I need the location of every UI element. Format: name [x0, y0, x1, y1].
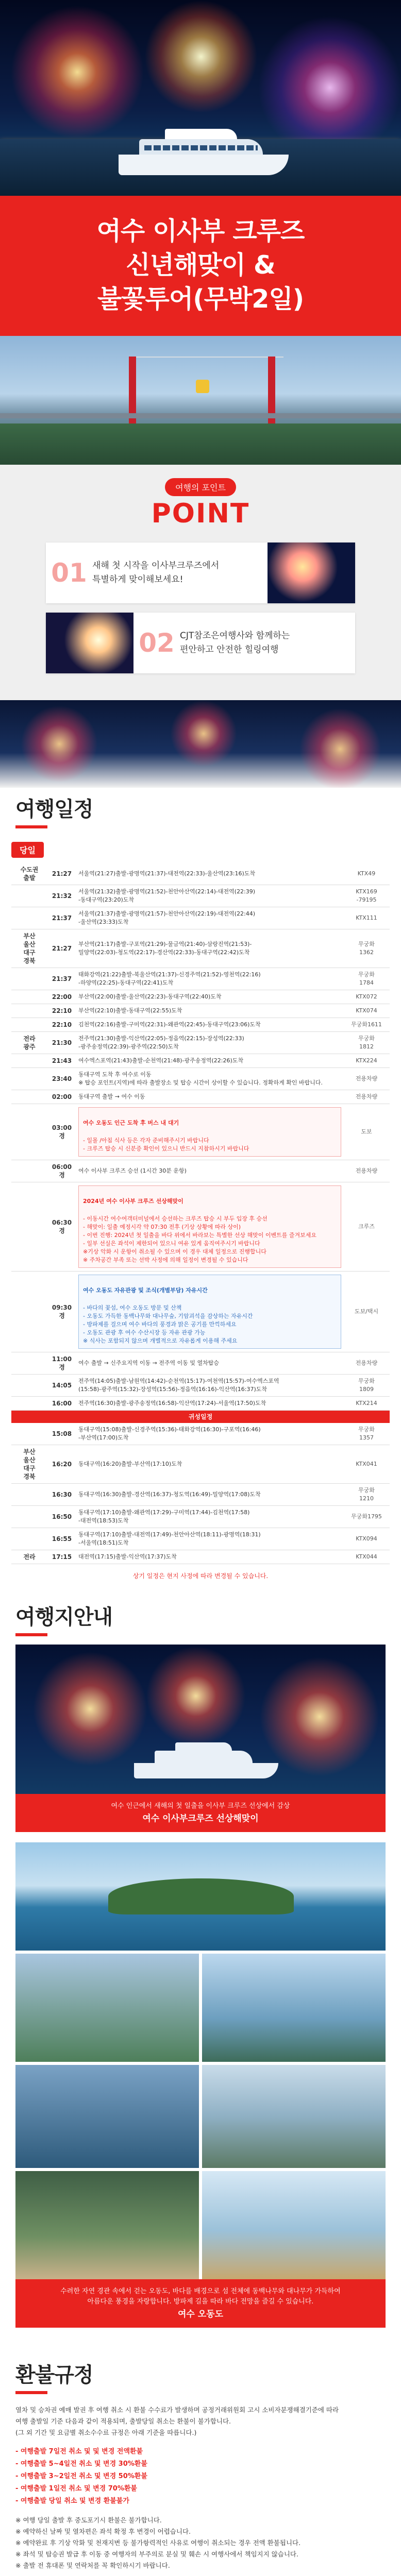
row-description: 서울역(21:27)출발-광명역(21:37)-대전역(22:33)-울산역(23:16)도착: [76, 863, 343, 885]
hero-fireworks-image: [0, 0, 401, 196]
night-sky-strip: [0, 700, 401, 788]
table-row: [11, 1352, 390, 1375]
odongdo-photo: [15, 2171, 199, 2279]
guide-heading: 여행지안내: [15, 1605, 113, 1629]
row-time: 22:00: [47, 990, 76, 1004]
row-description: 전주역(16:30)출발-광주송정역(16:58)-익산역(17:24)-서울역(17:50)도착: [76, 1397, 343, 1411]
caption-text: 여수 인근에서 새해의 첫 일출을 이사부 크루즈 선상에서 감상: [111, 1802, 290, 1810]
odongdo-caption: [15, 2279, 386, 2328]
day-tag: 당일: [11, 842, 44, 858]
highlight-title: 여수 오동도 인근 도착 후 버스 내 대기: [83, 1120, 179, 1126]
point-text: CJT참조은여행사와 함께하는 편안하고 안전한 힐링여행: [180, 631, 290, 655]
row-time: 03:00경: [47, 1104, 76, 1160]
row-time: 21:30: [47, 1032, 76, 1054]
row-location: [11, 1423, 47, 1445]
refund-section: [0, 2338, 401, 2576]
fireworks-thumbnail: [46, 613, 133, 673]
table-row: [11, 1004, 390, 1018]
row-note: KTX094: [343, 1528, 390, 1550]
row-time: 16:20: [47, 1445, 76, 1484]
row-time: 16:55: [47, 1528, 76, 1550]
row-note: 무궁화 1210: [343, 1484, 390, 1506]
firework-burst: [299, 708, 381, 788]
table-row: [11, 1032, 390, 1054]
row-note: 무궁화 1812: [343, 1032, 390, 1054]
table-row: [11, 1445, 390, 1484]
row-description: 여수엑스포역(21:43)출발-순천역(21:48)-광주송정역(22:26)도착: [76, 1054, 343, 1068]
row-time: 06:00경: [47, 1160, 76, 1182]
row-description: 부산역(21:17)출발-구포역(21:29)-물금역(21:40)-삼랑진역(21:53)- 밀양역(22:03)-청도역(22:17)-경산역(22:33)-동대구역(22:42)도착: [76, 929, 343, 968]
refund-notes: [15, 2515, 386, 2571]
table-row: [11, 1375, 390, 1397]
info-title: 여수 오동도 자유관광 및 조식(개별부담) 자유시간: [83, 1287, 208, 1294]
row-description: 대전역(17:15)출발-익산역(17:37)도착: [76, 1550, 343, 1564]
refund-note: ※ 여행 당일 출발 후 중도포기시 환불은 불가합니다.: [15, 2516, 162, 2524]
row-note: 도보: [343, 1104, 390, 1160]
refund-rule: - 여행출발 7일전 취소 및 및 변경 전액환불: [15, 2448, 143, 2455]
firework-burst: [21, 705, 98, 783]
row-location: 전라 광주: [11, 1032, 47, 1054]
table-row: [11, 907, 390, 929]
schedule-table: [11, 863, 390, 1564]
row-location: [11, 990, 47, 1004]
row-location: [11, 1068, 47, 1090]
refund-heading-wrap: [15, 2359, 386, 2394]
caption-name: 여수 오동도: [177, 2309, 224, 2319]
refund-note: ※ 예약하신 날짜 및 열차편은 좌석 확정 후 변경이 어렵습니다.: [15, 2528, 191, 2535]
table-row: [11, 929, 390, 968]
row-note: 무궁화 1362: [343, 929, 390, 968]
row-description: 태화강역(21:22)출발-북울산역(21:37)-신경주역(21:52)-영천역(22:16) -하양역(22:25)-동대구역(22:41)도착: [76, 968, 343, 990]
row-location: 전라: [11, 1550, 47, 1564]
row-time: 23:40: [47, 1068, 76, 1090]
row-description: 동대구역(16:30)출발-경산역(16:37)-청도역(16:49)-밀양역(17:08)도착: [76, 1484, 343, 1506]
row-location: [11, 1528, 47, 1550]
row-location: [11, 1484, 47, 1506]
row-location: 부산 울산 대구 경북: [11, 1445, 47, 1484]
point-bubble: 여행의 포인트: [165, 478, 236, 496]
guide-heading-wrap: [0, 1596, 401, 1639]
refund-rule: - 여행출발 3~2일전 취소 및 변경 50%환불: [15, 2472, 147, 2480]
itinerary-heading-wrap: [0, 788, 401, 832]
table-row: [11, 1484, 390, 1506]
row-description: 동대구역(16:20)출발-부산역(17:10)도착: [76, 1445, 343, 1484]
row-time: 21:37: [47, 907, 76, 929]
table-row: [11, 1528, 390, 1550]
refund-rule: - 여행출발 5~4일전 취소 및 변경 30%환불: [15, 2460, 147, 2468]
odongdo-island-photo: [15, 1842, 386, 1951]
guide-section: [0, 1639, 401, 2338]
table-row: [11, 1068, 390, 1090]
page-title: 여수 이사부 크루즈 신년해맞이 & 불꽃투어(무박2일): [96, 216, 305, 314]
row-description: 동대구역(17:10)출발-왜관역(17:29)-구미역(17:44)-김천역(17:58) -대전역(18:53)도착: [76, 1506, 343, 1528]
firework-burst: [31, 1650, 149, 1768]
fireworks-thumbnail: [268, 543, 355, 603]
refund-intro: 열차 및 승차권 예매 발권 후 여행 취소 시 환불 수수료가 발생하며 공정거래위원회 고시 소비자분쟁해결기준에 따라 여행 출발일 기준 다음과 같이 적용되며, 출발당일 취소는 환불이 불가합니다. (그 외 기간 및 요금별 취소수수료 규정은 아래 기준을 따릅니다.): [15, 2406, 339, 2436]
row-location: [11, 1004, 47, 1018]
table-row: [11, 1104, 390, 1160]
row-time: 17:15: [47, 1550, 76, 1564]
info-detail: - 바다의 꽃섬, 여수 오동도 방문 및 산책 - 오동도 가득한 동백나무와 대나무숲, 기암괴석을 감상하는 자유시간 - 방파제를 걸으며 여수 바다의 풍경과 맑은 공기를 만끽하세요 - 오동도 관광 후 여수 수산시장 등 자유 관광 가능 ※ 식사는 포함되지 않으며 개별적으로 자유롭게 이용해 주세요: [83, 1304, 253, 1344]
heading-underline: [15, 2391, 47, 2394]
row-note: KTX49: [343, 863, 390, 885]
table-row: [11, 1506, 390, 1528]
row-location: [11, 1160, 47, 1182]
bridge-photo: [0, 336, 401, 465]
row-location: [11, 1375, 47, 1397]
row-description: 부산역(22:00)출발-울산역(22:23)-동대구역(22:40)도착: [76, 990, 343, 1004]
point-number: 02: [139, 628, 175, 658]
row-note: 전용차량: [343, 1090, 390, 1104]
row-note: KTX111: [343, 907, 390, 929]
row-location: [11, 1054, 47, 1068]
row-location: 부산 울산 대구 경북: [11, 929, 47, 968]
itinerary-footnote: 상기 일정은 현지 사정에 따라 변경될 수 있습니다.: [132, 1572, 269, 1580]
refund-rule: - 여행출발 1일전 취소 및 변경 70%환불: [15, 2485, 137, 2493]
odongdo-photo: [15, 1954, 199, 2062]
row-location: [11, 1090, 47, 1104]
row-description: 전주역(21:30)출발-익산역(22:05)-정읍역(22:15)-장성역(22:33) -광주송정역(22:39)-광주역(22:50)도착: [76, 1032, 343, 1054]
row-note: 크루즈: [343, 1182, 390, 1272]
heading-underline: [15, 1633, 47, 1636]
row-location: 수도권 출발: [11, 863, 47, 885]
highlight-box: [78, 1107, 341, 1157]
refund-heading: 환불규정: [15, 2363, 93, 2387]
cruise-caption: [15, 1794, 386, 1832]
odongdo-photo: [202, 2171, 386, 2279]
row-location: [11, 1352, 47, 1375]
row-time: 21:27: [47, 929, 76, 968]
highlight-detail: - 일몰 /아침 식사 등은 각자 준비해주시기 바랍니다 - 크루즈 탑승 시 신분증 확인이 있으니 반드시 지참하시기 바랍니다: [83, 1137, 249, 1152]
hillside: [0, 423, 401, 465]
row-description: 서울역(21:37)출발-광명역(21:57)-천안아산역(22:19)-대전역(22:44) -울산역(23:33)도착: [76, 907, 343, 929]
row-note: 무궁화1611: [343, 1018, 390, 1032]
row-time: 21:37: [47, 968, 76, 990]
itinerary-section: [0, 832, 401, 1596]
table-row: [11, 1397, 390, 1411]
refund-note: ※ 출발 전 휴대폰 및 연락처를 꼭 확인하시기 바랍니다.: [15, 2562, 170, 2569]
table-row: [11, 885, 390, 907]
row-note: KTX041: [343, 1445, 390, 1484]
highlight-box: [78, 1185, 341, 1268]
row-description: 전주역(14:05)출발-남원역(14:42)-순천역(15:17)-여천역(15:57)-여수엑스포역 (15:58)-광주역(15:32)-장성역(15:56)-정읍역(16:16)-익산역(16:37)도착: [76, 1375, 343, 1397]
point-heading: POINT: [151, 498, 250, 529]
firework-burst: [170, 700, 237, 767]
table-row: [11, 1182, 390, 1272]
odongdo-photo: [202, 2065, 386, 2168]
point-card-2: [46, 613, 355, 673]
row-location: [11, 885, 47, 907]
row-time: 14:05: [47, 1375, 76, 1397]
row-time: 06:30경: [47, 1182, 76, 1272]
refund-note: ※ 좌석 및 탑승권 발급 후 이동 중 여행자의 부주의로 분실 및 훼손 시 여행사에서 책임지지 않습니다.: [15, 2550, 298, 2558]
cruise-ship: [119, 129, 289, 175]
refund-note: ※ 예약완료 후 기상 악화 및 천재지변 등 불가항력적인 사유로 여행이 취소되는 경우 전액 환불됩니다.: [15, 2539, 301, 2547]
row-time: 21:27: [47, 863, 76, 885]
row-time: 22:10: [47, 1018, 76, 1032]
table-row: [11, 1090, 390, 1104]
row-time: 09:30경: [47, 1272, 76, 1352]
refund-rules: [15, 2446, 386, 2507]
table-row: [11, 1054, 390, 1068]
row-description: 부산역(22:10)출발-동대구역(22:55)도착: [76, 1004, 343, 1018]
row-note: 전용차량: [343, 1352, 390, 1375]
info-box: [78, 1275, 341, 1349]
row-note: KTX072: [343, 990, 390, 1004]
firework-burst: [10, 5, 144, 139]
highlight-detail: - 이동시간 여수여객터미널에서 승선하는 크루즈 탑승 시 부두 입장 후 승선 - 해맞이: 일출 예정시각 약 07:30 전후 (기상 상황에 따라 상이) - 이번 진행: 2024년 첫 일출을 바다 위에서 바라보는 특별한 선상 해맞이 이벤트를 즐겨보세요 - 일부 선실은 좌석이 제한되어 있으니 여유 있게 움직여주시기 바랍니다 ※기상 악화 시 운항이 취소될 수 있으며 이 경우 대체 일정으로 진행합니다 ※ 주차공간 부족 또는 선박 사정에 의해 일정이 변경될 수 있습니다: [83, 1215, 317, 1263]
row-time: 21:32: [47, 885, 76, 907]
cruise-night-photo: [15, 1645, 386, 1794]
table-row: [11, 863, 390, 885]
table-row: [11, 1018, 390, 1032]
firework-burst: [144, 0, 258, 113]
row-location: [11, 1397, 47, 1411]
row-note: KTX074: [343, 1004, 390, 1018]
table-row: [11, 1160, 390, 1182]
row-time: 16:30: [47, 1484, 76, 1506]
row-location: [11, 1018, 47, 1032]
odongdo-photo-grid: [15, 1842, 386, 2279]
row-note: 전용차량: [343, 1068, 390, 1090]
row-description: 여수 이사부 크루즈 승선 (1시간 30분 운항): [76, 1160, 343, 1182]
row-time: 16:50: [47, 1506, 76, 1528]
row-description: 동대구역(17:10)출발-대전역(17:49)-천안아산역(18:11)-광명역(18:31) -서울역(18:51)도착: [76, 1528, 343, 1550]
row-note: 무궁화 1357: [343, 1423, 390, 1445]
table-row: [11, 968, 390, 990]
cruise-ship: [134, 1742, 278, 1778]
bridge-deck: [0, 413, 401, 418]
row-description: 동대구역(15:08)출발-신경주역(15:36)-태화강역(16:30)-구포역(16:46) -부산역(17:00)도착: [76, 1423, 343, 1445]
row-description: 동대구역 출발 → 여수 이동: [76, 1090, 343, 1104]
odongdo-photo: [202, 1954, 386, 2062]
itinerary-heading: 여행일정: [15, 798, 93, 821]
table-row: [11, 990, 390, 1004]
point-text: 새해 첫 시작을 이사부크루즈에서 특별하게 맞이해보세요!: [92, 561, 220, 585]
point-section: [0, 465, 401, 700]
row-note: KTX214: [343, 1397, 390, 1411]
row-description: 여수 출발 → 신주요지역 이동 → 전주역 이동 및 열차탑승: [76, 1352, 343, 1375]
row-description: 김천역(22:16)출발-구미역(22:31)-왜관역(22:45)-동대구역(23:06)도착: [76, 1018, 343, 1032]
point-number: 01: [51, 558, 87, 588]
title-banner: [0, 196, 401, 336]
table-row: [11, 1423, 390, 1445]
row-note: KTX044: [343, 1550, 390, 1564]
row-note: KTX169 -79195: [343, 885, 390, 907]
row-time: 15:08: [47, 1423, 76, 1445]
highlight-title: 2024년 여수 이사부 크루즈 선상해맞이: [83, 1198, 183, 1205]
row-location: [11, 907, 47, 929]
table-row: [11, 1550, 390, 1564]
row-time: 21:43: [47, 1054, 76, 1068]
row-note: 무궁화1795: [343, 1506, 390, 1528]
row-time: 16:00: [47, 1397, 76, 1411]
cable-car: [196, 380, 209, 393]
odongdo-photo: [15, 2065, 199, 2168]
firework-burst: [144, 1645, 247, 1748]
row-note: 전용차량: [343, 1160, 390, 1182]
row-description: 동대구역 도착 후 여수로 이동 ※ 탑승 포인트(지역)에 따라 출발장소 및 탑승 시간이 상이할 수 있습니다. 정확하게 확인 바랍니다.: [76, 1068, 343, 1090]
row-time: 22:10: [47, 1004, 76, 1018]
row-description: 서울역(21:32)출발-광명역(21:52)-천안아산역(22:14)-대전역(22:39) -동대구역(23:20)도착: [76, 885, 343, 907]
table-row: [11, 1272, 390, 1352]
row-time: 02:00: [47, 1090, 76, 1104]
row-note: 도보/택시: [343, 1272, 390, 1352]
return-divider: 귀성일정: [11, 1411, 390, 1423]
point-card-1: [46, 543, 355, 603]
heading-underline: [15, 825, 47, 828]
caption-name: 여수 이사부크루즈 선상해맞이: [142, 1814, 259, 1824]
row-note: 무궁화 1784: [343, 968, 390, 990]
row-note: 무궁화 1809: [343, 1375, 390, 1397]
row-time: 11:00경: [47, 1352, 76, 1375]
row-note: KTX224: [343, 1054, 390, 1068]
row-location: [11, 1506, 47, 1528]
refund-rule: - 여행출발 당일 취소 및 변경 환불불가: [15, 2497, 129, 2505]
caption-text: 수려한 자연 경관 속에서 걷는 오동도, 바다를 배경으로 섬 전체에 동백나무와 대나무가 가득하여 아름다운 풍경을 자랑합니다. 방파제 길을 따라 바다 전망을 즐길 수 있습니다.: [60, 2287, 341, 2306]
row-location: [11, 968, 47, 990]
